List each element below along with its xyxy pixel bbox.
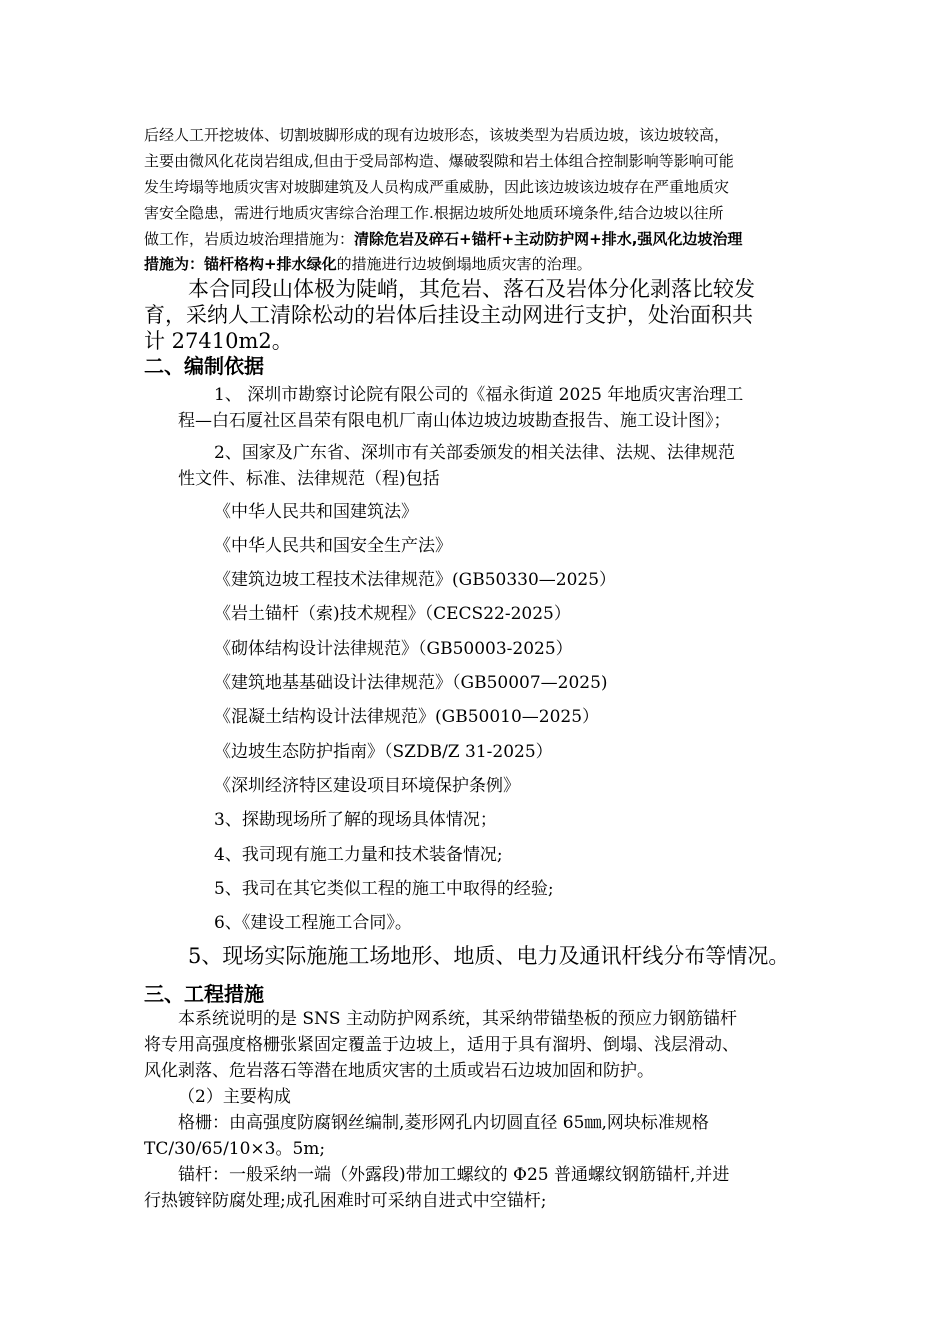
law-item: 《建筑地基基础设计法律规范》（GB50007—2025) bbox=[214, 673, 608, 693]
basis-item-1-line-2: 程—白石厦社区昌荣有限电机厂南山体边坡边坡勘查报告、施工设计图》； bbox=[178, 411, 731, 431]
summary-line-3: 计 27410m2。 bbox=[144, 329, 293, 353]
measures-para-3-line-1: 锚杆：一般采纳一端（外露段)带加工螺纹的 Φ25 普通螺纹钢筋锚杆,并进 bbox=[178, 1165, 730, 1185]
intro-line-3: 发生垮塌等地质灾害对坡脚建筑及人员构成严重威胁，因此该边坡该边坡存在严重地质灾 bbox=[144, 178, 730, 196]
measures-para-2-line-1: 格栅：由高强度防腐钢丝编制,菱形网孔内切圆直径 65㎜,网块标准规格 bbox=[178, 1113, 709, 1133]
summary-line-1: 本合同段山体极为陡峭，其危岩、落石及岩体分化剥落比较发 bbox=[188, 277, 755, 301]
law-item: 《混凝土结构设计法律规范》(GB50010—2025） bbox=[214, 707, 600, 727]
basis-item-4: 4、我司现有施工力量和技术装备情况; bbox=[214, 845, 503, 865]
intro-line-5-text: 做工作，岩质边坡治理措施为： bbox=[144, 230, 355, 248]
intro-line-2: 主要由微风化花岗岩组成,但由于受局部构造、爆破裂隙和岩土体组合控制影响等影响可能 bbox=[144, 152, 734, 170]
measures-para-2-line-2: TC/30/65/10×3。5m; bbox=[144, 1139, 326, 1159]
basis-item-5: 5、我司在其它类似工程的施工中取得的经验; bbox=[214, 879, 554, 899]
intro-line-1: 后经人工开挖坡体、切割坡脚形成的现有边坡形态，该坡类型为岩质边坡，该边坡较高， bbox=[144, 126, 730, 144]
measures-para-1-line-1: 本系统说明的是 SNS 主动防护网系统，其采纳带锚垫板的预应力钢筋锚杆 bbox=[178, 1009, 737, 1029]
basis-item-5b: 5、现场实际施施工场地形、地质、电力及通讯杆线分布等情况。 bbox=[188, 944, 790, 968]
intro-line-5-bold: 清除危岩及碎石+锚杆+主动防护网+排水,强风化边坡治理 bbox=[354, 230, 743, 248]
intro-line-5 bbox=[144, 228, 742, 249]
intro-line-6-text: 的措施进行边坡倒塌地质灾害的治理。 bbox=[336, 255, 592, 273]
basis-item-1-line-1: 1、 深圳市勘察讨论院有限公司的《福永街道 2025 年地质灾害治理工 bbox=[214, 385, 744, 405]
section-3-heading: 三、工程措施 bbox=[144, 982, 264, 1006]
law-item: 《岩土锚杆（索)技术规程》（CECS22-2025） bbox=[214, 604, 571, 624]
intro-line-4: 害安全隐患，需进行地质灾害综合治理工作.根据边坡所处地质环境条件,结合边坡以往所 bbox=[144, 204, 724, 222]
law-item: 《砌体结构设计法律规范》（GB50003-2025） bbox=[214, 639, 573, 659]
intro-line-6 bbox=[144, 253, 592, 274]
summary-line-2: 育，采纳人工清除松动的岩体后挂设主动网进行支护，处治面积共 bbox=[144, 303, 753, 327]
law-item: 《深圳经济特区建设项目环境保护条例》 bbox=[214, 776, 520, 796]
measures-subheading: （2）主要构成 bbox=[178, 1087, 291, 1107]
basis-item-3: 3、探勘现场所了解的现场具体情况； bbox=[214, 810, 497, 830]
law-item: 《建筑边坡工程技术法律规范》(GB50330—2025） bbox=[214, 570, 617, 590]
measures-para-3-line-2: 行热镀锌防腐处理;成孔困难时可采纳自进式中空锚杆; bbox=[144, 1191, 547, 1211]
measures-para-1-line-2: 将专用高强度格栅张紧固定覆盖于边坡上，适用于具有溜坍、倒塌、浅层滑动、 bbox=[144, 1035, 739, 1055]
measures-para-1-line-3: 风化剥落、危岩落石等潜在地质灾害的土质或岩石边坡加固和防护。 bbox=[144, 1061, 654, 1081]
law-item: 《中华人民共和国建筑法》 bbox=[214, 502, 418, 522]
law-item: 《中华人民共和国安全生产法》 bbox=[214, 536, 452, 556]
law-item: 《边坡生态防护指南》（SZDB/Z 31-2025） bbox=[214, 742, 553, 762]
section-2-heading: 二、编制依据 bbox=[144, 354, 264, 378]
basis-item-2-line-1: 2、国家及广东省、深圳市有关部委颁发的相关法律、法规、法律规范 bbox=[214, 443, 735, 463]
basis-item-6: 6、《建设工程施工合同》。 bbox=[214, 913, 412, 933]
basis-item-2-line-2: 性文件、标准、法律规范（程)包括 bbox=[178, 469, 440, 489]
intro-line-6-bold: 措施为：锚杆格构+排水绿化 bbox=[144, 255, 337, 273]
